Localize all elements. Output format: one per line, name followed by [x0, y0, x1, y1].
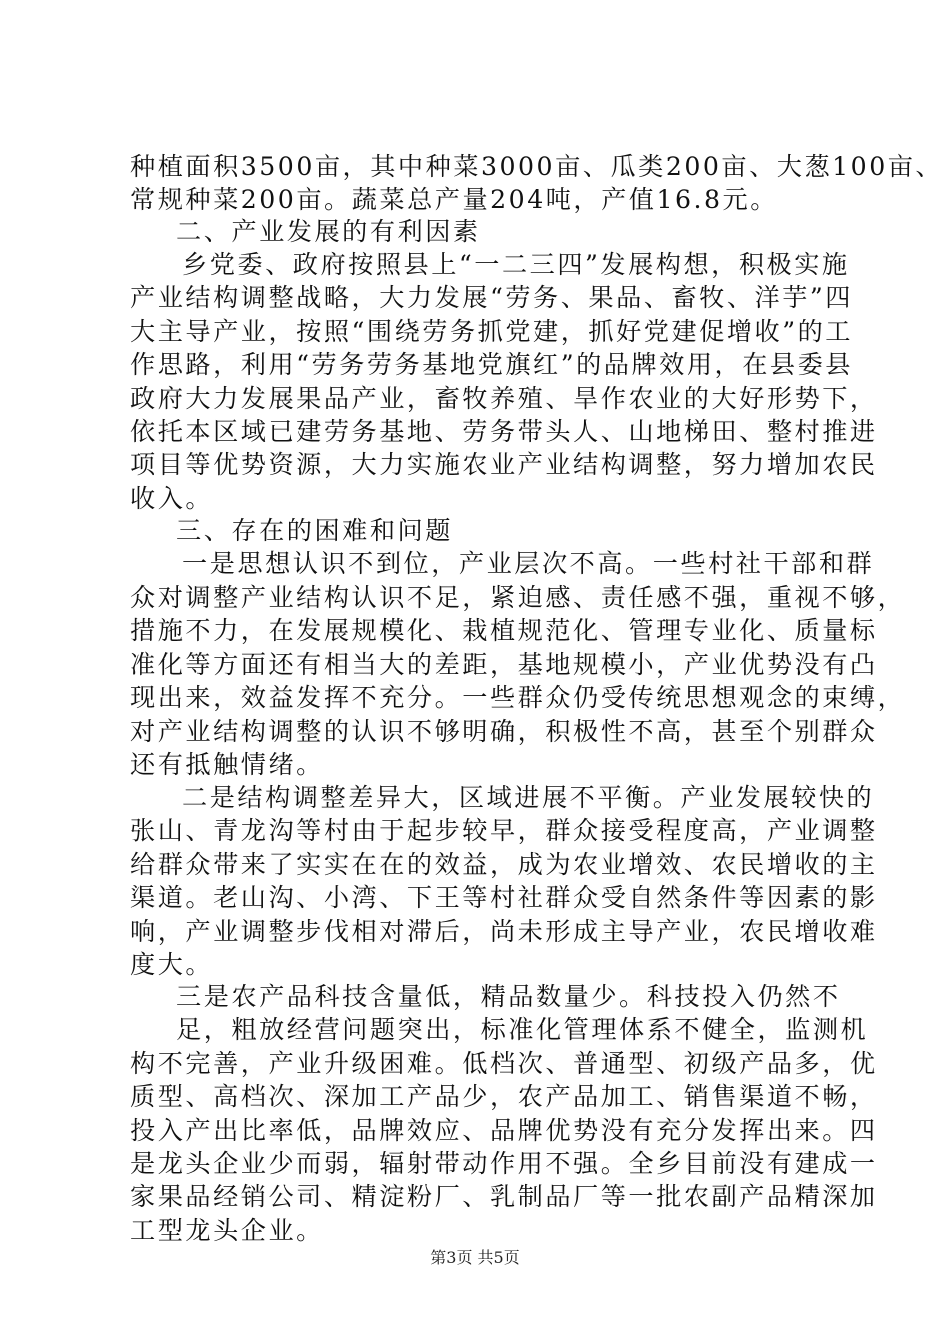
text-line: 工型龙头企业。: [130, 1215, 324, 1245]
text-line: 措施不力，在发展规模化、栽植规范化、管理专业化、质量标: [130, 616, 878, 645]
text-line: 还有抵触情绪。: [130, 750, 324, 779]
text-line: 足，粗放经营问题突出，标准化管理体系不健全，监测机: [176, 1015, 869, 1045]
page-footer: 第3页 共5页: [430, 1248, 520, 1267]
text-line: 项目等优势资源，大力实施农业产业结构调整，努力增加农民: [130, 450, 878, 479]
text-line: 三是农产品科技含量低，精品数量少。科技投入仍然不: [176, 982, 841, 1011]
text-line: 构不完善，产业升级困难。低档次、普通型、初级产品多，优: [130, 1048, 878, 1078]
text-line: 质型、高档次、深加工产品少，农产品加工、销售渠道不畅，: [130, 1082, 878, 1112]
text-line: 现出来，效益发挥不充分。一些群众仍受传统思想观念的束缚，: [130, 683, 906, 712]
text-line: 大主导产业，按照“围绕劳务抓党建，抓好党建促增收”的工: [130, 317, 853, 346]
text-line: 收入。: [130, 484, 214, 513]
text-line: 度大。: [130, 950, 214, 979]
text-line: 对产业结构调整的认识不够明确，积极性不高，甚至个别群众: [130, 717, 878, 746]
text-line: 准化等方面还有相当大的差距，基地规模小，产业优势没有凸: [130, 650, 878, 679]
text-line: 家果品经销公司、精淀粉厂、乳制品厂等一批农副产品精深加: [130, 1182, 878, 1212]
text-line: 二是结构调整差异大，区域进展不平衡。产业发展较快的: [182, 783, 875, 812]
text-line: 种植面积3500亩，其中种菜3000亩、瓜类200亩、大葱100亩、: [130, 152, 944, 181]
text-line: 张山、青龙沟等村由于起步较早，群众接受程度高，产业调整: [130, 816, 878, 845]
text-line: 二、产业发展的有利因素: [176, 217, 481, 246]
text-line: 政府大力发展果品产业，畜牧养殖、旱作农业的大好形势下，: [130, 384, 878, 413]
text-line: 一是思想认识不到位，产业层次不高。一些村社干部和群: [182, 549, 875, 578]
text-line: 作思路，利用“劳务劳务基地党旗红”的品牌效用，在县委县: [130, 350, 853, 379]
text-line: 响，产业调整步伐相对滞后，尚未形成主导产业，农民增收难: [130, 917, 878, 946]
text-line: 乡党委、政府按照县上“一二三四”发展构想，积极实施: [182, 250, 850, 279]
text-line: 依托本区域已建劳务基地、劳务带头人、山地梯田、整村推进: [130, 417, 878, 446]
text-line: 投入产出比率低，品牌效应、品牌优势没有充分发挥出来。四: [130, 1115, 878, 1145]
text-line: 给群众带来了实实在在的效益，成为农业增效、农民增收的主: [130, 850, 878, 879]
text-line: 三、存在的困难和问题: [176, 516, 453, 545]
text-line: 是龙头企业少而弱，辐射带动作用不强。全乡目前没有建成一: [130, 1149, 878, 1178]
text-line: 渠道。老山沟、小湾、下王等村社群众受自然条件等因素的影: [130, 883, 878, 912]
text-line: 常规种菜200亩。蔬菜总产量204吨，产值16.8元。: [130, 185, 778, 214]
text-line: 产业结构调整战略，大力发展“劳务、果品、畜牧、洋芋”四: [130, 283, 853, 312]
text-line: 众对调整产业结构认识不足，紧迫感、责任感不强，重视不够，: [130, 583, 906, 612]
